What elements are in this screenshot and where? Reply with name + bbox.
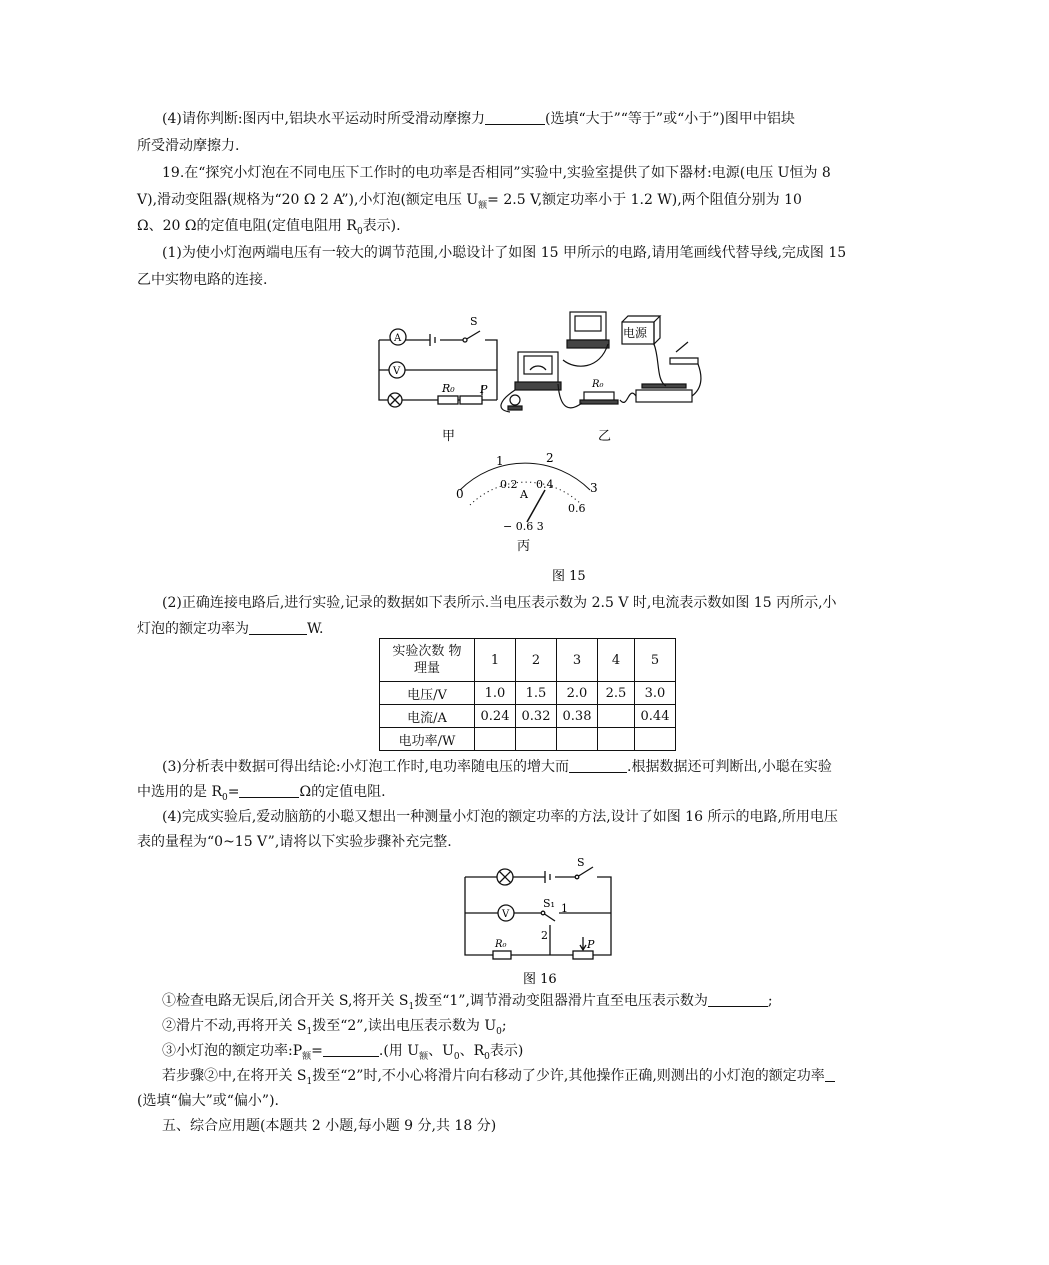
table-row (380, 682, 676, 705)
answer-blank[interactable] (708, 992, 768, 1007)
table-row-label: 电压/V (380, 682, 475, 705)
table-cell[interactable] (475, 728, 516, 751)
table-cell: 0.44 (635, 705, 676, 728)
q18-4-line2: 所受滑动摩擦力. (137, 138, 240, 154)
table-header-row (380, 639, 676, 682)
jia-p-label: P (480, 383, 488, 396)
figure-15-caption: 图 15 (552, 569, 586, 584)
jia-r0-label: R₀ (442, 382, 455, 395)
step2: ②滑片不动,再将开关 $S_1$拨至“2”,读出电压表示数为 $U_0$; (162, 1018, 507, 1037)
table-col-header: 1 (475, 639, 516, 682)
table-cell: 2.5 (598, 682, 635, 705)
table-cell: 1.0 (475, 682, 516, 705)
table-cell: 0.38 (557, 705, 598, 728)
q19-p1-line2: 乙中实物电路的连接. (137, 272, 268, 288)
step1: ①检查电路无误后,闭合开关 S,将开关 $S_1$拨至“1”,调节滑动变阻器滑片直至电压表示数为 ; (162, 993, 773, 1012)
table-cell[interactable] (598, 728, 635, 751)
section-5-heading: 五、综合应用题(本题共 2 小题,每小题 9 分,共 18 分) (162, 1118, 497, 1134)
table-col-header: 5 (635, 639, 676, 682)
table-cell: 2.0 (557, 682, 598, 705)
answer-blank[interactable] (249, 620, 307, 635)
dial-top-0: 0 (456, 487, 464, 501)
table-cell: 1.5 (516, 682, 557, 705)
figure-16 (455, 855, 625, 990)
table-cell: 0.24 (475, 705, 516, 728)
q19-intro-line2: V),滑动变阻器(规格为“20 Ω 2 A”),小灯泡(额定电压 $U_额= 2.5$ V,额定功率小于 1.2 W),两个阻值分别为 10 (137, 192, 802, 211)
step3: ③小灯泡的额定功率$:P_额=$ .(用 $U_额$、$U_0$、$R_0$表示) (162, 1043, 524, 1062)
figure-15 (360, 300, 720, 590)
answer-blank[interactable] (323, 1042, 379, 1057)
yi-r0-label: R₀ (592, 379, 604, 390)
dial-top-3: 3 (590, 481, 598, 495)
dial-bottom-02: 0.2 (500, 478, 518, 491)
extra-line2: (选填“偏大”或“偏小”). (137, 1093, 280, 1109)
jia-switch-label: S (470, 315, 478, 328)
table-cell: 3.0 (635, 682, 676, 705)
table-cell: 0.32 (516, 705, 557, 728)
q19-p2-line1: (2)正确连接电路后,进行实验,记录的数据如下表所示.当电压表示数为 2.5 V 时,电流表示数如图 15 丙所示,小 (162, 595, 837, 611)
fig16-pos2-label: 2 (541, 929, 548, 942)
fig16-v-label: V (502, 909, 510, 920)
jia-meter-v-label: V (393, 366, 401, 377)
answer-blank[interactable] (485, 110, 545, 125)
dial-top-1: 1 (496, 454, 504, 468)
q19-intro-line3: Ω、20 Ω的定值电阻(定值电阻用 $R_0$表示). (137, 218, 401, 237)
table-row-label: 电流/A (380, 705, 475, 728)
yi-power-label: 电源 (623, 326, 648, 340)
table-row (380, 728, 676, 751)
apparatus-yi (501, 312, 701, 412)
fig16-s1-label: S₁ (543, 897, 555, 910)
table-row (380, 705, 676, 728)
q18-4-line1: (4)请你判断:图丙中,铝块水平运动时所受滑动摩擦力 (选填“大于”“等于”或“小于”)图甲中铝块 (162, 111, 795, 127)
table-col-header: 2 (516, 639, 557, 682)
dial-unit-label: A (520, 488, 528, 501)
bing-caption: 丙 (517, 539, 531, 554)
data-table (379, 638, 676, 751)
fig16-s-label: S (577, 856, 585, 869)
extra-line1: 若步骤②中,在将开关 $S_1$拨至“2”时,不小心将滑片向右移动了少许,其他操作正确,则测出的小灯泡的额定功率 (162, 1066, 835, 1092)
table-header-label: 实验次数 物 理量 (380, 639, 475, 682)
q19-p3-line2: 中选用的是 $R_0= \Omega$的定值电阻. (137, 784, 386, 803)
table-col-header: 3 (557, 639, 598, 682)
answer-blank[interactable] (239, 783, 299, 798)
table-row-label: 电功率/W (380, 728, 475, 751)
q19-p4-line2: 表的量程为“0~15 V”,请将以下实验步骤补充完整. (137, 834, 452, 850)
table-cell[interactable] (557, 728, 598, 751)
table-cell[interactable] (635, 728, 676, 751)
dial-top-2: 2 (546, 451, 554, 465)
dial-bottom-04: 0.4 (536, 478, 554, 491)
q19-p1-line1: (1)为使小灯泡两端电压有一较大的调节范围,小聪设计了如图 15 甲所示的电路,请用笔画线代替导线,完成图 15 (162, 245, 847, 261)
figure-16-caption: 图 16 (523, 972, 557, 987)
q19-p4-line1: (4)完成实验后,爱动脑筋的小聪又想出一种测量小灯泡的额定功率的方法,设计了如图 16 所示的电路,所用电压 (162, 809, 838, 825)
answer-blank[interactable] (569, 758, 627, 773)
answer-blank[interactable] (825, 1067, 835, 1082)
q19-intro-line1: 19.在“探究小灯泡在不同电压下工作时的电功率是否相同”实验中,实验室提供了如下器材:电源(电压 U恒为 8 (162, 165, 831, 181)
fig16-p-label: P (587, 938, 595, 951)
dial-bottom-06: 0.6 (568, 502, 586, 515)
table-cell[interactable] (598, 705, 635, 728)
jia-caption: 甲 (442, 429, 456, 444)
table-cell[interactable] (516, 728, 557, 751)
q19-p2-line2: 灯泡的额定功率为 W. (137, 621, 324, 637)
fig16-r0-label: R₀ (495, 939, 507, 950)
dial-terminals: − 0.6 3 (503, 520, 544, 533)
yi-caption: 乙 (598, 429, 612, 444)
jia-meter-a-label: A (394, 333, 402, 344)
fig16-pos1-label: 1 (561, 902, 568, 915)
q19-p3-line1: (3)分析表中数据可得出结论:小灯泡工作时,电功率随电压的增大而 .根据数据还可判断出,小聪在实验 (162, 759, 832, 775)
table-col-header: 4 (598, 639, 635, 682)
